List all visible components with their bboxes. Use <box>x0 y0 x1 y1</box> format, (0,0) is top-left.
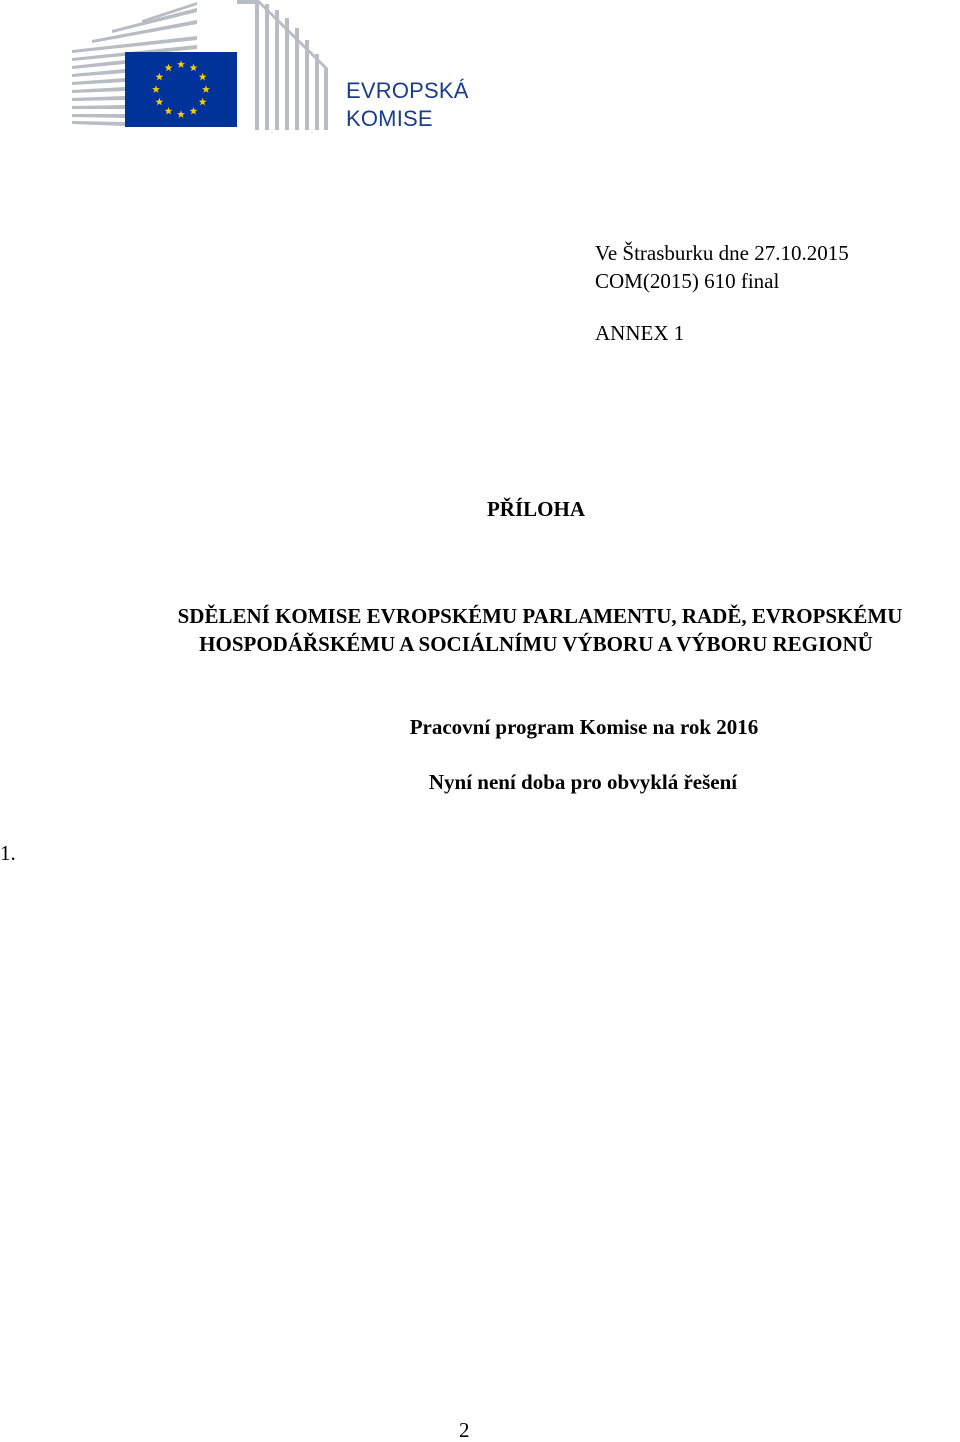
annex-label: ANNEX 1 <box>595 321 685 345</box>
programme-tagline: Nyní není doba pro obvyklá řešení <box>428 770 738 794</box>
page-number: 2 <box>459 1418 470 1442</box>
document-reference: COM(2015) 610 final <box>595 269 780 293</box>
communication-title-line2: HOSPODÁŘSKÉMU A SOCIÁLNÍMU VÝBORU A VÝBORU REGIONŮ <box>199 632 873 656</box>
organization-name-line1: EVROPSKÁ <box>346 78 469 103</box>
eu-flag-icon <box>125 52 237 127</box>
communication-title-line1: SDĚLENÍ KOMISE EVROPSKÉMU PARLAMENTU, RADĚ, EVROPSKÉMU <box>177 604 903 628</box>
organization-name-line2: KOMISE <box>346 106 433 131</box>
work-programme-subtitle: Pracovní program Komise na rok 2016 <box>409 715 759 739</box>
section-number: 1. <box>0 841 16 865</box>
place-and-date: Ve Štrasburku dne 27.10.2015 <box>595 241 849 265</box>
annex-heading: PŘÍLOHA <box>486 497 585 521</box>
